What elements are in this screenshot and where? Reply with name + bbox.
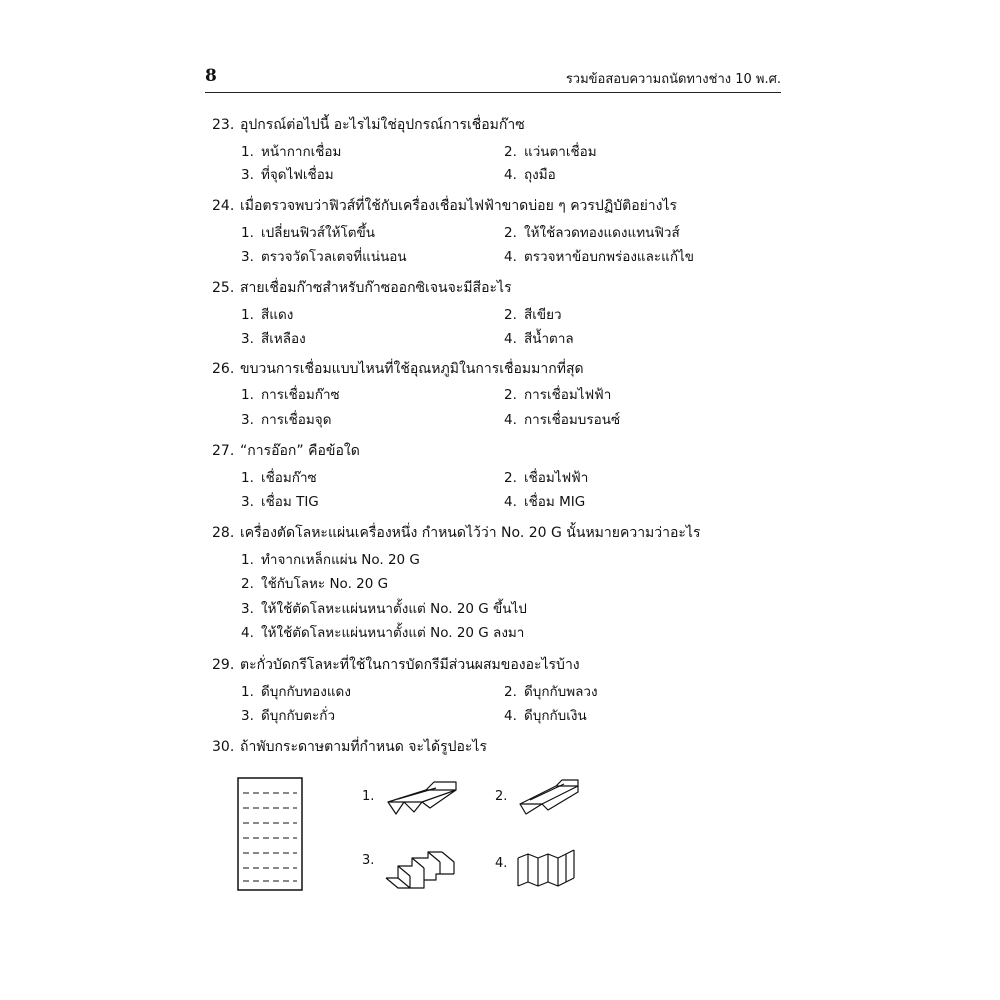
option-number: 4. [504, 412, 517, 428]
option-25-4 [504, 327, 574, 349]
option-number: 2. [504, 684, 517, 700]
option-text: เชื่อม TIG [261, 494, 319, 510]
option-number: 1. [241, 387, 254, 403]
option-text: การเชื่อมไฟฟ้า [524, 387, 612, 403]
folded-shape-2-figure [516, 778, 580, 818]
figure-option-label-4: 4. [495, 856, 508, 871]
question-28 [212, 522, 701, 544]
option-24-3 [241, 245, 407, 267]
option-text: ให้ใช้ลวดทองแดงแทนฟิวส์ [524, 225, 680, 241]
option-number: 2. [504, 225, 517, 241]
page-number: 8 [205, 66, 217, 86]
option-25-2 [504, 303, 562, 325]
option-number: 1. [241, 225, 254, 241]
option-text: การเชื่อมบรอนซ์ [524, 412, 621, 428]
option-number: 4. [504, 708, 517, 724]
option-text: เปลี่ยนฟิวส์ให้โตขึ้น [261, 225, 375, 241]
option-text: ดีบุกกับเงิน [524, 708, 587, 724]
option-number: 3. [241, 167, 254, 183]
option-27-3 [241, 490, 319, 512]
question-number: 25. [212, 280, 235, 296]
option-number: 3. [241, 331, 254, 347]
option-number: 1. [241, 684, 254, 700]
question-number: 30. [212, 739, 235, 755]
option-29-3 [241, 704, 335, 726]
figure-option-label-1: 1. [362, 789, 375, 804]
option-text: การเชื่อมก๊าซ [261, 387, 340, 403]
folded-shape-4-figure [516, 846, 576, 890]
option-text: การเชื่อมจุด [261, 412, 332, 428]
folded-shape-3-figure [384, 848, 456, 892]
folded-shape-1-figure [386, 780, 458, 816]
option-number: 2. [504, 144, 517, 160]
question-number: 24. [212, 198, 235, 214]
option-number: 3. [241, 708, 254, 724]
question-text: ถ้าพับกระดาษตามที่กำหนด จะได้รูปอะไร [240, 739, 487, 755]
option-text: ที่จุดไฟเชื่อม [261, 167, 334, 183]
option-29-4 [504, 704, 587, 726]
option-24-4 [504, 245, 694, 267]
option-28-2 [241, 572, 388, 594]
option-number: 4. [241, 625, 254, 641]
option-text: ทำจากเหล็กแผ่น No. 20 G [261, 552, 420, 568]
option-text: ให้ใช้ตัดโลหะแผ่นหนาตั้งแต่ No. 20 G ขึ้นไป [261, 601, 527, 617]
option-text: ใช้กับโลหะ No. 20 G [261, 576, 389, 592]
question-26 [212, 358, 584, 380]
option-number: 1. [241, 144, 254, 160]
question-29 [212, 654, 580, 676]
option-23-1 [241, 140, 341, 162]
question-text: เมื่อตรวจพบว่าฟิวส์ที่ใช้กับเครื่องเชื่อมไฟฟ้าขาดบ่อย ๆ ควรปฏิบัติอย่างไร [240, 198, 678, 214]
figure-option-label-3: 3. [362, 853, 375, 868]
option-number: 4. [504, 249, 517, 265]
option-28-3 [241, 597, 527, 619]
option-number: 2. [241, 576, 254, 592]
question-text: สายเชื่อมก๊าซสำหรับก๊าซออกซิเจนจะมีสีอะไร [240, 280, 512, 296]
question-number: 23. [212, 117, 235, 133]
option-number: 3. [241, 494, 254, 510]
option-27-2 [504, 466, 588, 488]
question-number: 29. [212, 657, 235, 673]
option-text: ตรวจวัดโวลเตจที่แน่นอน [261, 249, 407, 265]
option-number: 3. [241, 601, 254, 617]
option-number: 2. [504, 470, 517, 486]
option-26-1 [241, 383, 340, 405]
option-25-1 [241, 303, 293, 325]
option-number: 4. [504, 167, 517, 183]
option-24-1 [241, 221, 375, 243]
option-23-4 [504, 163, 556, 185]
option-28-1 [241, 548, 420, 570]
book-title: รวมข้อสอบความถนัดทางช่าง 10 พ.ศ. [565, 72, 781, 87]
option-number: 3. [241, 249, 254, 265]
question-number: 26. [212, 361, 235, 377]
question-23 [212, 114, 525, 136]
option-text: สีเขียว [524, 307, 562, 323]
page-header [205, 66, 781, 93]
option-26-3 [241, 408, 331, 430]
option-number: 1. [241, 307, 254, 323]
option-text: ดีบุกกับพลวง [524, 684, 598, 700]
option-text: เชื่อมไฟฟ้า [524, 470, 589, 486]
option-29-2 [504, 680, 598, 702]
question-24 [212, 195, 677, 217]
folding-template-figure [237, 777, 303, 891]
option-29-1 [241, 680, 351, 702]
question-number: 28. [212, 525, 235, 541]
option-text: ดีบุกกับทองแดง [261, 684, 351, 700]
option-text: ให้ใช้ตัดโลหะแผ่นหนาตั้งแต่ No. 20 G ลงมา [261, 625, 525, 641]
option-number: 3. [241, 412, 254, 428]
question-25 [212, 277, 512, 299]
option-text: หน้ากากเชื่อม [261, 144, 342, 160]
option-text: ถุงมือ [524, 167, 556, 183]
option-number: 4. [504, 494, 517, 510]
question-30 [212, 736, 487, 758]
option-text: ดีบุกกับตะกั่ว [261, 708, 336, 724]
option-text: ตรวจหาข้อบกพร่องและแก้ไข [524, 249, 695, 265]
option-number: 1. [241, 552, 254, 568]
option-text: สีเหลือง [261, 331, 306, 347]
question-text: ขบวนการเชื่อมแบบไหนที่ใช้อุณหภูมิในการเชื่อมมากที่สุด [240, 361, 584, 377]
question-number: 27. [212, 443, 235, 459]
question-27 [212, 440, 360, 462]
option-26-4 [504, 408, 620, 430]
option-text: เชื่อม MIG [524, 494, 586, 510]
figure-option-label-2: 2. [495, 789, 508, 804]
option-number: 2. [504, 387, 517, 403]
option-text: สีแดง [261, 307, 294, 323]
option-28-4 [241, 621, 524, 643]
option-25-3 [241, 327, 306, 349]
option-27-4 [504, 490, 585, 512]
question-text: ตะกั่วบัดกรีโลหะที่ใช้ในการบัดกรีมีส่วนผสมของอะไรบ้าง [240, 657, 580, 673]
option-text: แว่นตาเชื่อม [524, 144, 597, 160]
option-number: 1. [241, 470, 254, 486]
option-number: 2. [504, 307, 517, 323]
question-text: “การอ๊อก” คือข้อใด [240, 443, 360, 459]
question-text: เครื่องตัดโลหะแผ่นเครื่องหนึ่ง กำหนดไว้ว่า No. 20 G นั้นหมายความว่าอะไร [240, 525, 701, 541]
option-number: 4. [504, 331, 517, 347]
option-23-2 [504, 140, 597, 162]
option-23-3 [241, 163, 334, 185]
option-text: เชื่อมก๊าซ [261, 470, 317, 486]
question-text: อุปกรณ์ต่อไปนี้ อะไรไม่ใช่อุปกรณ์การเชื่อมก๊าซ [240, 117, 525, 133]
option-24-2 [504, 221, 680, 243]
option-26-2 [504, 383, 611, 405]
option-text: สีน้ำตาล [524, 331, 574, 347]
option-27-1 [241, 466, 317, 488]
